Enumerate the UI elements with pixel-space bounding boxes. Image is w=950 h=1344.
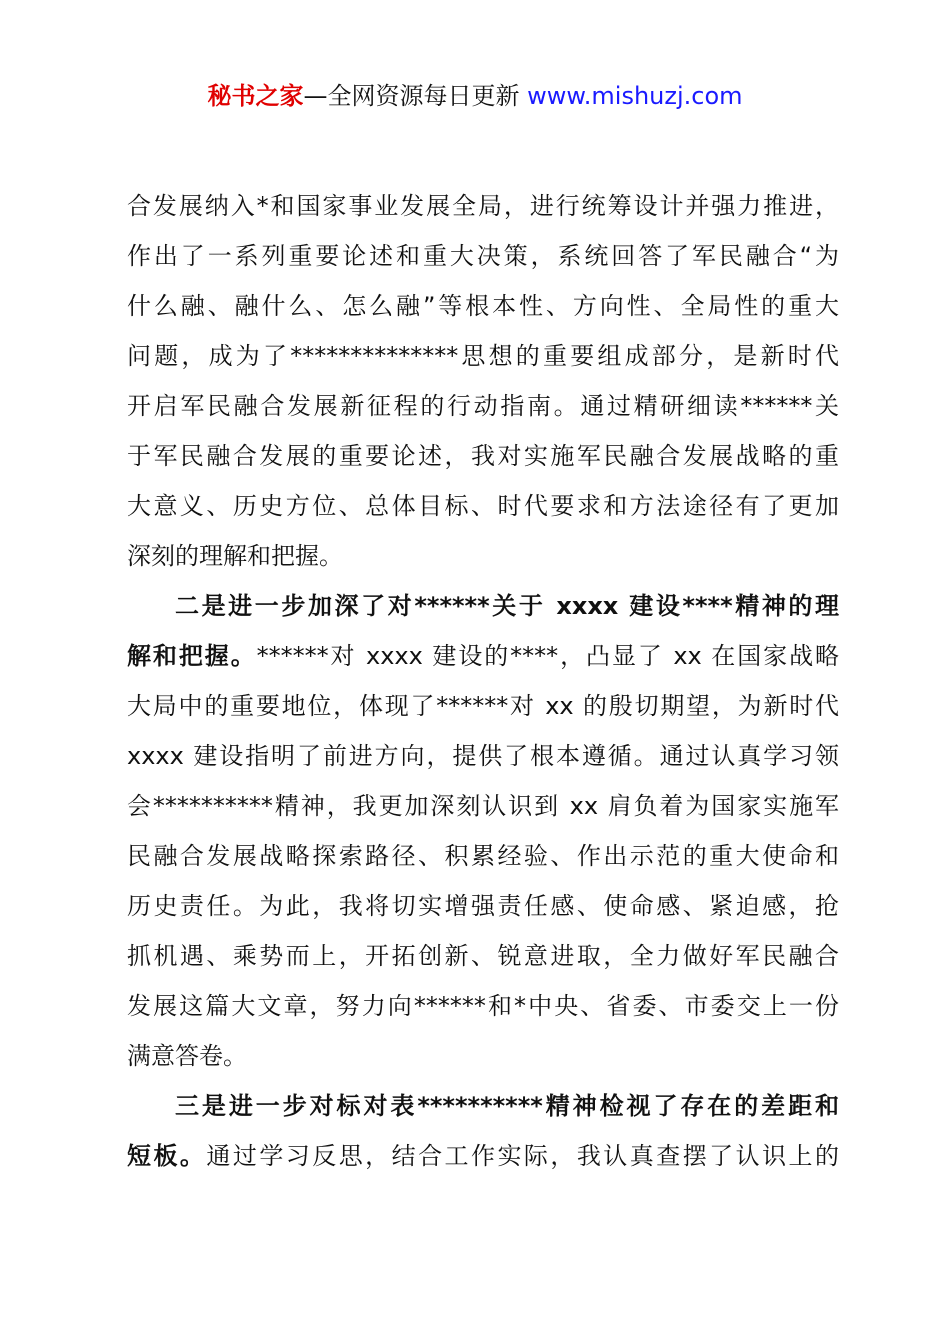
page-header [0, 80, 950, 112]
paragraph-3-heading-end: 短板。 [127, 1142, 207, 1170]
text-line: 合发展纳入*和国家事业发展全局，进行统筹设计并强力推进， [127, 192, 839, 220]
text-line: 于军民融合发展的重要论述，我对实施军民融合发展战略的重 [127, 442, 839, 470]
text-line [127, 1131, 839, 1181]
text-line: 开启军民融合发展新征程的行动指南。通过精研细读******关 [127, 392, 839, 420]
text-line: 什么融、融什么、怎么融”等根本性、方向性、全局性的重大 [127, 292, 839, 320]
site-url: www.mishuzj.com [527, 82, 743, 110]
paragraph-3-text: 通过学习反思，结合工作实际，我认真查摆了认识上的 [206, 1142, 840, 1170]
site-brand: 秘书之家 [207, 82, 304, 110]
text-line: 深刻的理解和把握。 [127, 542, 343, 570]
text-line: 大意义、历史方位、总体目标、时代要求和方法途径有了更加 [127, 492, 839, 520]
site-tagline: —全网资源每日更新 [303, 82, 520, 110]
paragraph-2-text: ******对 xxxx 建设的****，凸显了 xx 在国家战略 [256, 642, 840, 670]
text-line [127, 631, 839, 681]
text-line: 抓机遇、乘势而上，开拓创新、锐意进取，全力做好军民融合 [127, 942, 839, 970]
paragraph-1 [127, 181, 839, 581]
text-line: 作出了一系列重要论述和重大决策，系统回答了军民融合“为 [127, 242, 839, 270]
text-line: 民融合发展战略探索路径、积累经验、作出示范的重大使命和 [127, 842, 839, 870]
text-line: 会**********精神，我更加深刻认识到 xx 肩负着为国家实施军 [127, 792, 839, 820]
text-line: 发展这篇大文章，努力向******和*中央、省委、市委交上一份 [127, 992, 839, 1020]
text-line: 大局中的重要地位，体现了******对 xx 的殷切期望，为新时代 [127, 692, 839, 720]
paragraph-2-heading: 二是进一步加深了对******关于 xxxx 建设****精神的理 [175, 592, 839, 620]
text-line: xxxx 建设指明了前进方向，提供了根本遵循。通过认真学习领 [127, 742, 839, 770]
text-line: 历史责任。为此，我将切实增强责任感、使命感、紧迫感，抢 [127, 892, 839, 920]
paragraph-3 [127, 1081, 839, 1181]
paragraph-2 [127, 581, 839, 1081]
document-body [127, 181, 839, 1181]
paragraph-3-heading: 三是进一步对标对表**********精神检视了存在的差距和 [175, 1092, 839, 1120]
text-line: 满意答卷。 [127, 1042, 247, 1070]
paragraph-2-heading-end: 解和把握。 [127, 642, 257, 670]
text-line: 问题，成为了**************思想的重要组成部分，是新时代 [127, 342, 839, 370]
